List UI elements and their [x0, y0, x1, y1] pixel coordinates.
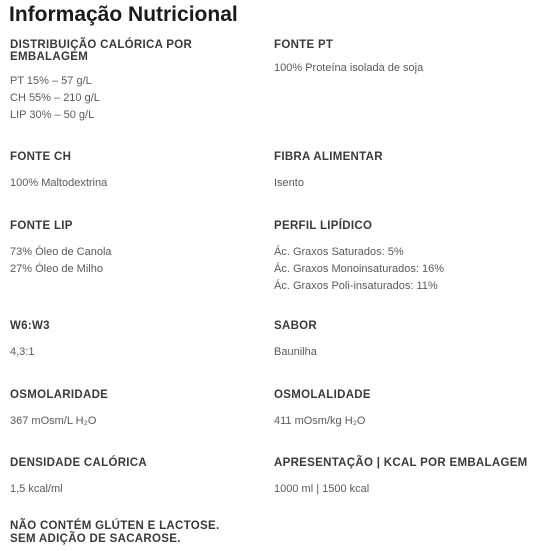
section-heading: OSMOLARIDADE — [10, 389, 109, 401]
value-item: LIP 30% – 50 g/L — [10, 109, 95, 121]
value-item: Ác. Graxos Saturados: 5% — [274, 246, 404, 258]
section-apresentacao — [274, 457, 539, 498]
value-item: 1000 ml | 1500 kcal — [274, 483, 370, 495]
section-heading: W6:W3 — [10, 320, 50, 332]
section-osmolaridade — [10, 389, 265, 430]
section-distribuicao-calorica — [10, 39, 265, 124]
value-list — [274, 175, 529, 192]
section-heading: FONTE LIP — [10, 220, 73, 232]
section-densidade-calorica — [10, 457, 265, 498]
value-list — [10, 344, 265, 361]
notice-line: NÃO CONTÉM GLÚTEN E LACTOSE. — [10, 520, 220, 532]
value-item: 100% Maltodextrina — [10, 177, 108, 189]
value-item: Ác. Graxos Monoinsaturados: 16% — [274, 263, 444, 275]
section-heading: SABOR — [274, 320, 318, 332]
section-heading: FONTE PT — [274, 39, 334, 51]
heading-line: DISTRIBUIÇÃO CALÓRICA POR — [10, 39, 193, 51]
notice-line: SEM ADIÇÃO DE SACAROSE. — [10, 533, 181, 545]
section-fonte-lip — [10, 220, 265, 278]
section-fonte-pt — [274, 39, 529, 77]
heading-line: EMBALAGEM — [10, 51, 89, 63]
value-list — [274, 413, 529, 430]
value-list — [274, 344, 529, 361]
value-list — [274, 60, 529, 77]
value-item: PT 15% – 57 g/L — [10, 75, 92, 87]
section-fibra-alimentar — [274, 151, 529, 192]
section-sabor — [274, 320, 529, 361]
value-item: Ác. Graxos Poli-insaturados: 11% — [274, 280, 438, 292]
value-list — [10, 244, 265, 278]
section-perfil-lipidico — [274, 220, 529, 295]
value-item: CH 55% – 210 g/L — [10, 92, 100, 104]
section-osmolalidade — [274, 389, 529, 430]
value-item: 73% Óleo de Canola — [10, 246, 112, 258]
value-item: Isento — [274, 177, 304, 189]
value-list — [10, 413, 265, 430]
section-heading — [10, 39, 265, 63]
value-list — [274, 244, 529, 295]
value-list — [10, 175, 265, 192]
section-heading: FONTE CH — [10, 151, 72, 163]
section-heading: DENSIDADE CALÓRICA — [10, 457, 148, 469]
section-fonte-ch — [10, 151, 265, 192]
page-title: Informação Nutricional — [9, 3, 238, 26]
value-item: 367 mOsm/L H₂O — [10, 415, 97, 427]
value-list — [10, 73, 265, 124]
value-list — [274, 481, 539, 498]
section-heading: PERFIL LIPÍDICO — [274, 220, 373, 232]
value-item: 100% Proteína isolada de soja — [274, 62, 424, 74]
section-heading: OSMOLALIDADE — [274, 389, 371, 401]
section-heading: FIBRA ALIMENTAR — [274, 151, 383, 163]
section-heading: APRESENTAÇÃO | KCAL POR EMBALAGEM — [274, 457, 528, 469]
section-w6w3 — [10, 320, 265, 361]
value-item: 411 mOsm/kg H₂O — [274, 415, 366, 427]
value-list — [10, 481, 265, 498]
value-item: 4,3:1 — [10, 346, 35, 358]
value-item: Baunilha — [274, 346, 317, 358]
allergen-notice — [10, 520, 219, 546]
value-item: 27% Óleo de Milho — [10, 263, 103, 275]
value-item: 1,5 kcal/ml — [10, 483, 63, 495]
